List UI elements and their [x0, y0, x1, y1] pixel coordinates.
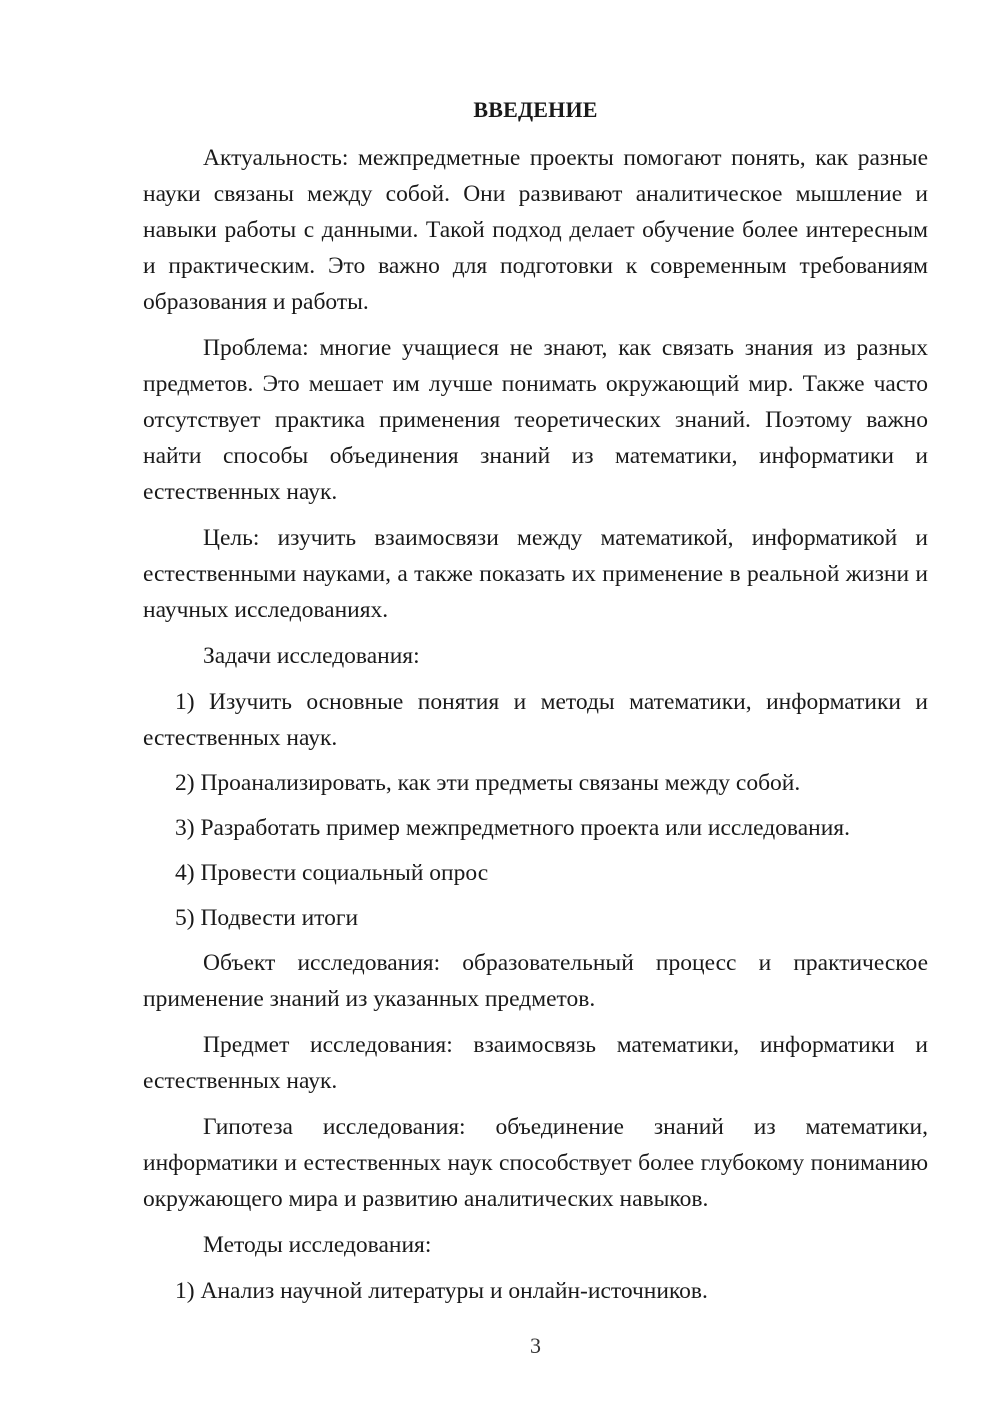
problem-paragraph: Проблема: многие учащиеся не знают, как связать знания из разных предметов. Это мешает им лучше понимать окружающий мир. Также часто отсутствует практика применения теоретических знаний. Поэтому важно найти способы объединения знаний из математики, информатики и естественных наук.	[143, 335, 928, 505]
task-item: 3) Разработать пример межпредметного проекта или исследования.	[175, 815, 850, 841]
document-body	[143, 95, 928, 1318]
task-item: 5) Подвести итоги	[175, 905, 359, 931]
task-item: 2) Проанализировать, как эти предметы связаны между собой.	[175, 770, 801, 796]
subject-paragraph: Предмет исследования: взаимосвязь математики, информатики и естественных наук.	[143, 1032, 928, 1094]
page-number: 3	[530, 1333, 541, 1358]
hypothesis-paragraph: Гипотеза исследования: объединение знаний из математики, информатики и естественных наук способствует более глубокому пониманию окружающего мира и развитию аналитических навыков.	[143, 1114, 928, 1212]
relevance-paragraph: Актуальность: межпредметные проекты помогают понять, как разные науки связаны между собой. Они развивают аналитическое мышление и навыки работы с данными. Такой подход делает обучение более интересным и практическим. Это важно для подготовки к современным требованиям образования и работы.	[143, 145, 928, 315]
tasks-label: Задачи исследования:	[203, 643, 420, 669]
object-paragraph: Объект исследования: образовательный процесс и практическое применение знаний из указанных предметов.	[143, 950, 928, 1012]
method-item: 1) Анализ научной литературы и онлайн-источников.	[175, 1278, 708, 1304]
section-heading: ВВЕДЕНИЕ	[473, 97, 598, 122]
task-item: 1) Изучить основные понятия и методы математики, информатики и естественных наук.	[143, 689, 928, 751]
goal-paragraph: Цель: изучить взаимосвязи между математикой, информатикой и естественными науками, а также показать их применение в реальной жизни и научных исследованиях.	[143, 525, 928, 623]
task-item: 4) Провести социальный опрос	[175, 860, 489, 886]
methods-label: Методы исследования:	[203, 1232, 432, 1258]
